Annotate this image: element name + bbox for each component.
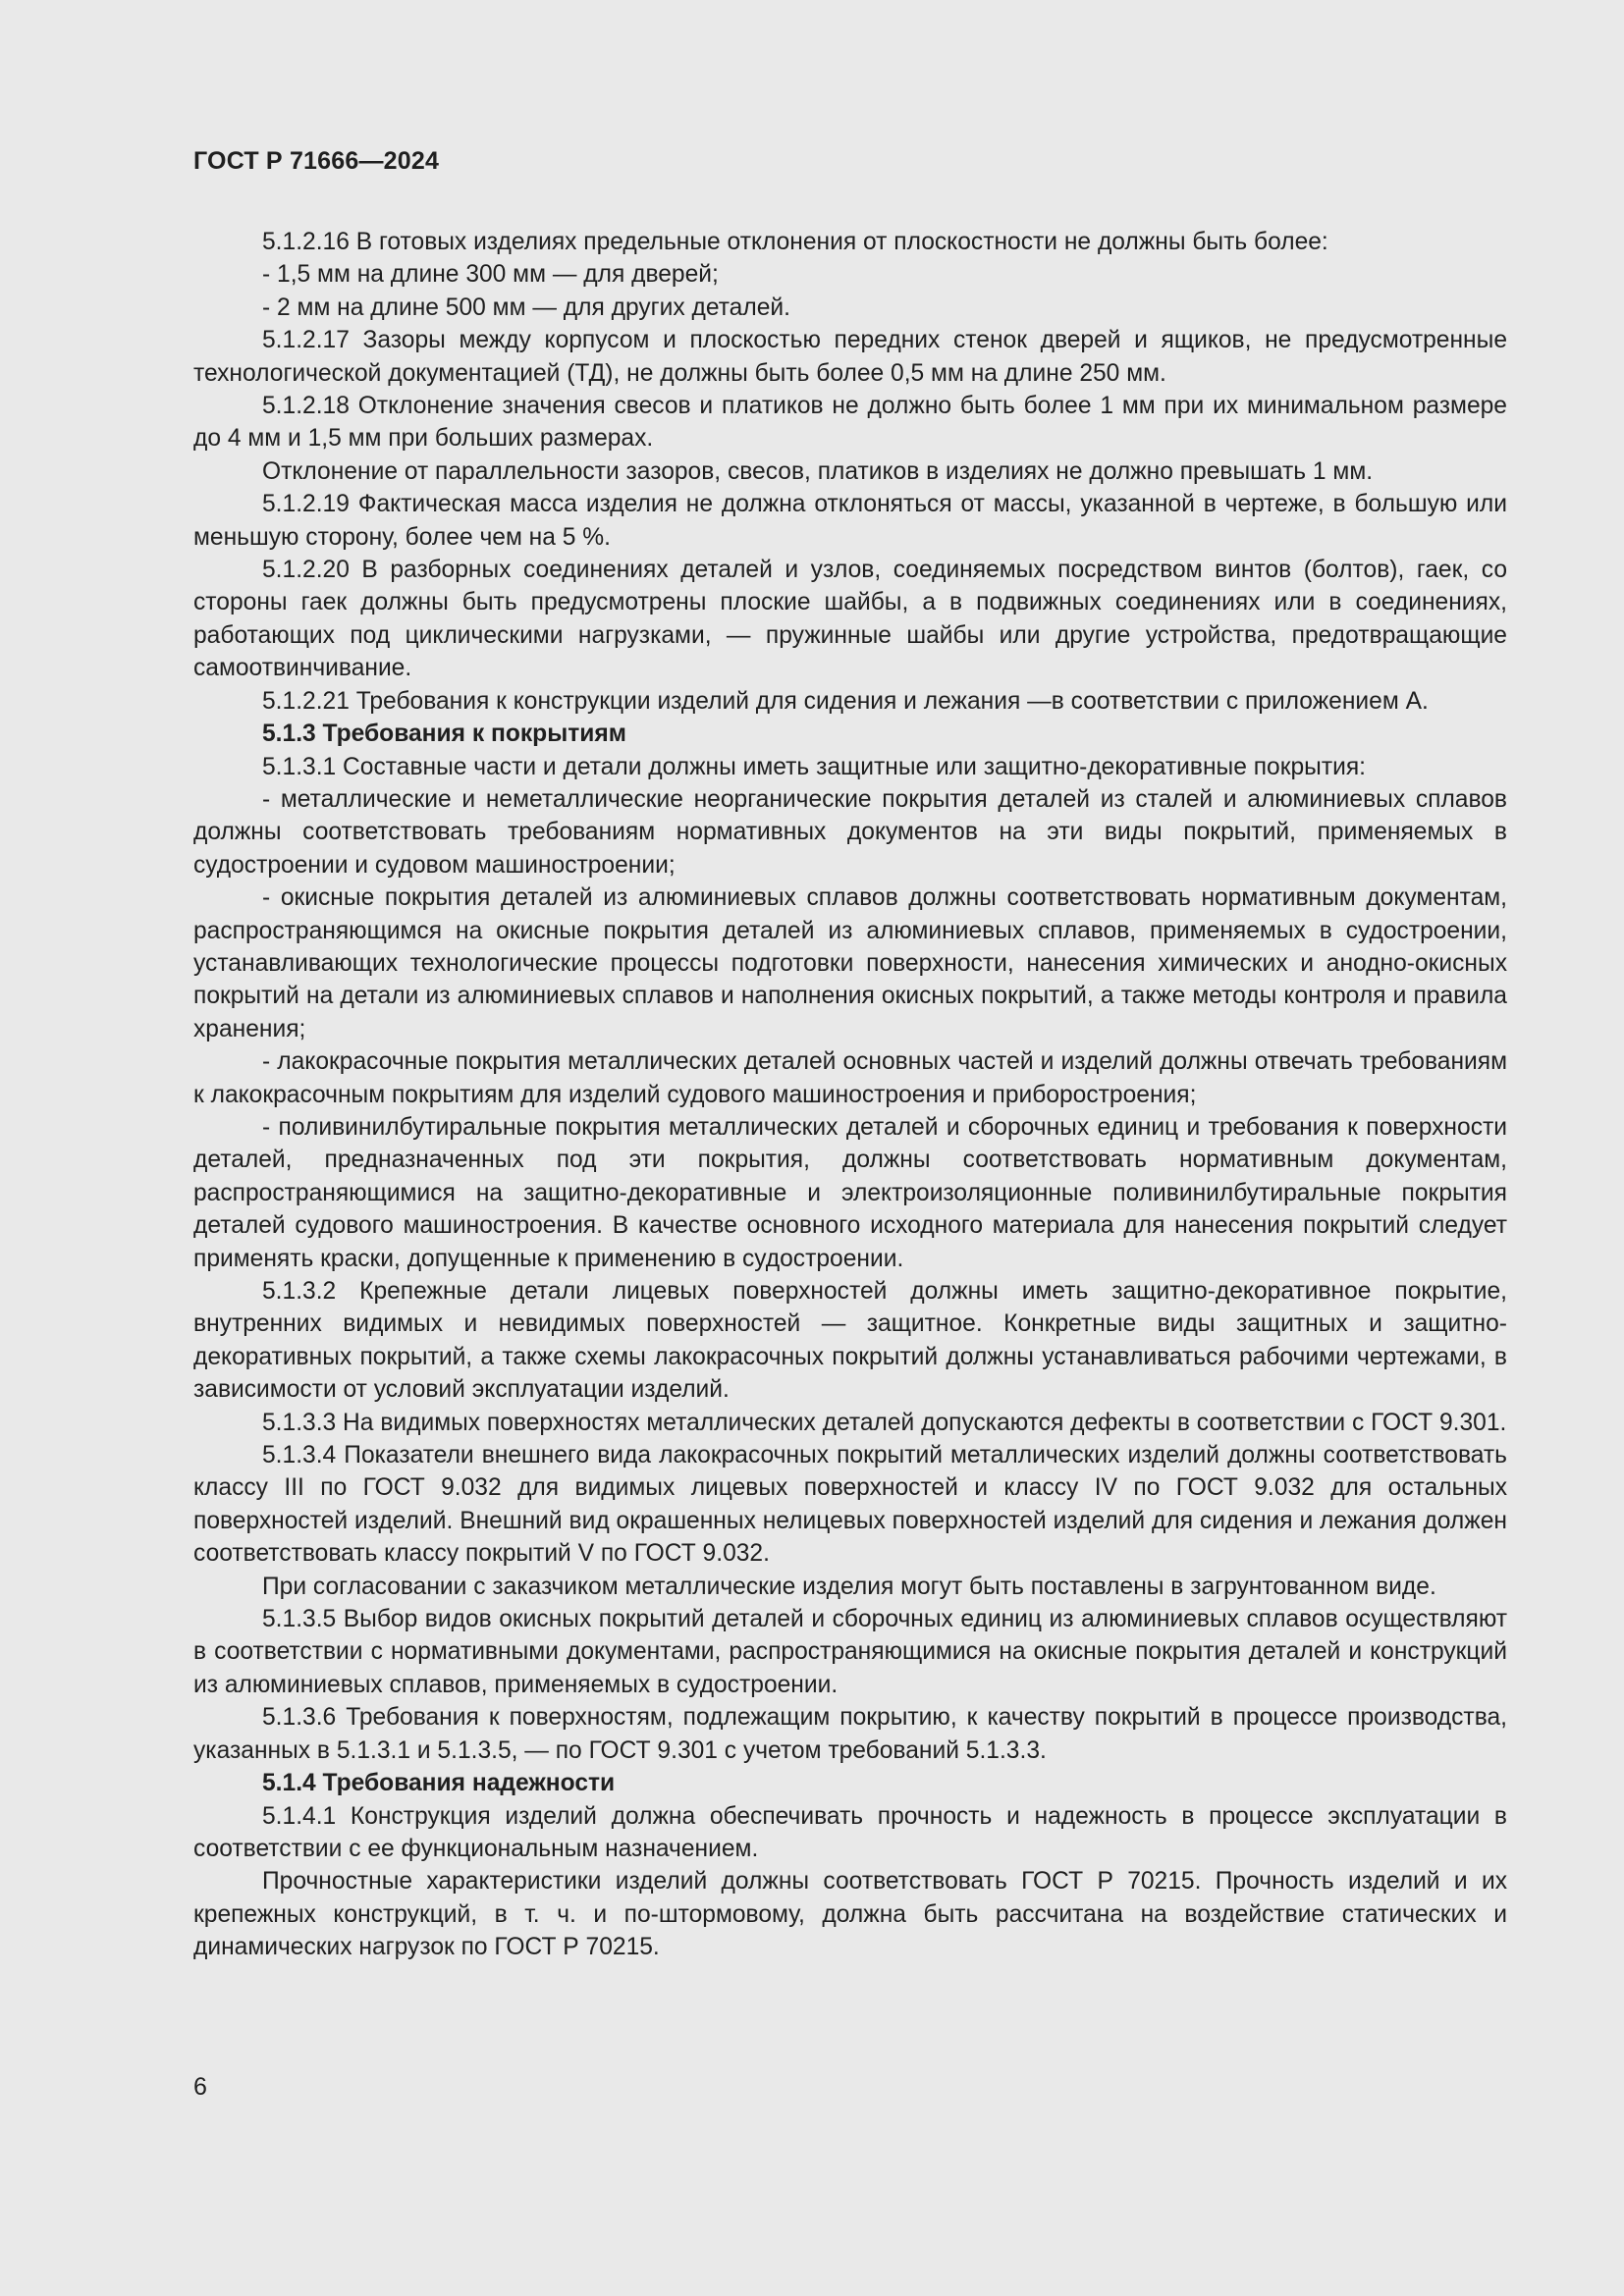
document-body [193, 226, 1507, 1964]
paragraph: Отклонение от параллельности зазоров, свесов, платиков в изделиях не должно превышать 1 мм. [262, 457, 1374, 485]
paragraph: При согласовании с заказчиком металлические изделия могут быть поставлены в загрунтованном виде. [262, 1573, 1436, 1600]
section-heading: 5.1.4 Требования надежности [262, 1770, 616, 1797]
section-heading: 5.1.3 Требования к покрытиям [262, 721, 626, 748]
paragraph: - окисные покрытия деталей из алюминиевых сплавов должны соответствовать нормативным документам, распространяющимся на окисные покрытия деталей из алюминиевых сплавов, применяемых в судостроении, устанавливающих технологические процессы подготовки поверхности, нанесения химических и анодно-окисных покрытий на детали из алюминиевых сплавов и наполнения окисных покрытий, а также методы контроля и правила хранения; [193, 884, 1507, 1042]
page-number: 6 [193, 2073, 207, 2101]
paragraph: 5.1.3.4 Показатели внешнего вида лакокрасочных покрытий металлических изделий должны соответствовать классу III по ГОСТ 9.032 для видимых лицевых поверхностей и классу IV по ГОСТ 9.032 для остальных поверхностей изделий. Внешний вид окрашенных нелицевых поверхностей изделий для сидения и лежания должен соответствовать классу покрытий V по ГОСТ 9.032. [193, 1442, 1507, 1568]
paragraph: - поливинилбутиральные покрытия металлических деталей и сборочных единиц и требования к поверхности деталей, предназначенных под эти покрытия, должны соответствовать нормативным документам, распространяющимися на защитно-декоративные и электроизоляционные поливинилбутиральные покрытия деталей судового машиностроения. В качестве основного исходного материала для нанесения покрытий следует применять краски, допущенные к применению в судостроении. [193, 1113, 1507, 1272]
paragraph: 5.1.3.2 Крепежные детали лицевых поверхностей должны иметь защитно-декоративное покрытие, внутренних видимых и невидимых поверхностей — защитное. Конкретные виды защитных и защитно-декоративных покрытий, а также схемы лакокрасочных покрытий должны устанавливаться рабочими чертежами, в зависимости от условий эксплуатации изделий. [193, 1278, 1507, 1404]
paragraph: Прочностные характеристики изделий должны соответствовать ГОСТ Р 70215. Прочность изделий и их крепежных конструкций, в т. ч. и по-штормовому, должна быть рассчитана на воздействие статических и динамических нагрузок по ГОСТ Р 70215. [193, 1868, 1507, 1961]
paragraph: - 2 мм на длине 500 мм — для других деталей. [262, 294, 790, 321]
paragraph: 5.1.3.5 Выбор видов окисных покрытий деталей и сборочных единиц из алюминиевых сплавов осуществляют в соответствии с нормативными документами, распространяющимися на окисные покрытия деталей и конструкций из алюминиевых сплавов, применяемых в судостроении. [193, 1606, 1507, 1698]
paragraph: 5.1.3.3 На видимых поверхностях металлических деталей допускаются дефекты в соответствии с ГОСТ 9.301. [262, 1409, 1507, 1436]
paragraph: - лакокрасочные покрытия металлических деталей основных частей и изделий должны отвечать требованиям к лакокрасочным покрытиям для изделий судового машиностроения и приборостроения; [193, 1048, 1507, 1108]
paragraph: 5.1.2.17 Зазоры между корпусом и плоскостью передних стенок дверей и ящиков, не предусмотренные технологической документацией (ТД), не должны быть более 0,5 мм на длине 250 мм. [193, 327, 1507, 387]
document-code-header: ГОСТ Р 71666—2024 [193, 147, 440, 175]
paragraph: 5.1.4.1 Конструкция изделий должна обеспечивать прочность и надежность в процессе эксплуатации в соответствии с ее функциональным назначением. [193, 1802, 1507, 1862]
paragraph: - металлические и неметаллические неорганические покрытия деталей из сталей и алюминиевых сплавов должны соответствовать требованиям нормативных документов на эти виды покрытий, применяемых в судостроении и судовом машиностроении; [193, 785, 1507, 879]
paragraph: 5.1.2.19 Фактическая масса изделия не должна отклоняться от массы, указанной в чертеже, в большую или меньшую сторону, более чем на 5 %. [193, 491, 1507, 551]
paragraph: 5.1.3.6 Требования к поверхностям, подлежащим покрытию, к качеству покрытий в процессе производства, указанных в 5.1.3.1 и 5.1.3.5, — по ГОСТ 9.301 с учетом требований 5.1.3.3. [193, 1704, 1507, 1764]
paragraph: 5.1.2.20 В разборных соединениях деталей и узлов, соединяемых посредством винтов (болтов), гаек, со стороны гаек должны быть предусмотрены плоские шайбы, а в подвижных соединениях или в соединениях, работающих под циклическими нагрузками, — пружинные шайбы или другие устройства, предотвращающие самоотвинчивание. [193, 557, 1507, 682]
paragraph: 5.1.2.21 Требования к конструкции изделий для сидения и лежания —в соответствии с приложением А. [262, 687, 1429, 715]
paragraph: 5.1.2.16 В готовых изделиях предельные отклонения от плоскостности не должны быть более: [262, 229, 1328, 255]
paragraph: - 1,5 мм на длине 300 мм — для дверей; [262, 261, 719, 289]
paragraph: 5.1.3.1 Составные части и детали должны иметь защитные или защитно-декоративные покрытия: [262, 753, 1366, 780]
paragraph: 5.1.2.18 Отклонение значения свесов и платиков не должно быть более 1 мм при их минимальном размере до 4 мм и 1,5 мм при больших размерах. [193, 393, 1507, 453]
